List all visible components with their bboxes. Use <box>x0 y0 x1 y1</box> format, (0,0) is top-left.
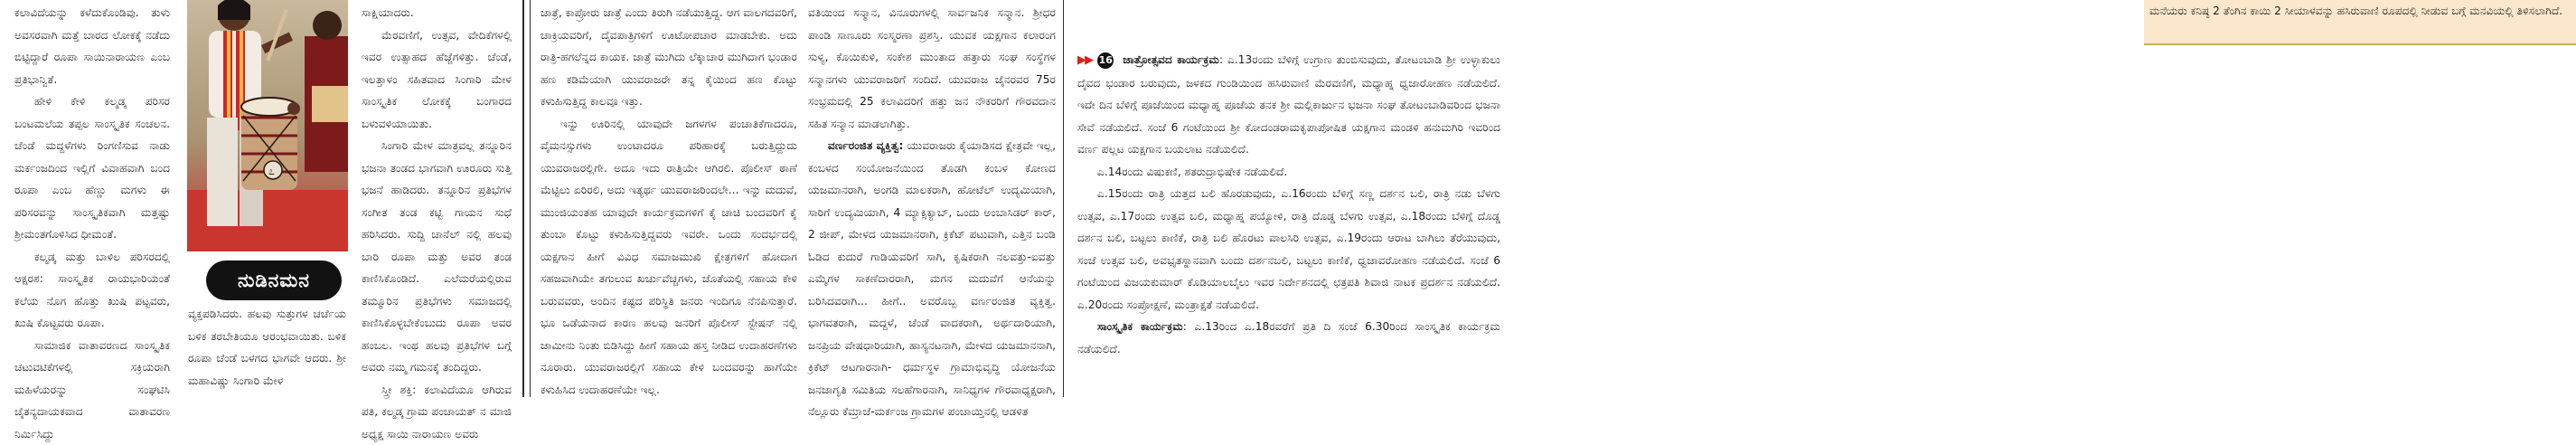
paragraph-body: : ಎ.13ರಂದು ಬೆಳಿಗ್ಗೆ ಉಗ್ರಾಣ ತುಂಬಿಸುವುದು, ತೋಟಂಬಾಡಿ ಶ್ರೀ ಉಳ್ಳಾಕುಲು ದೈವದ ಭಂಡಾರ ಬರುವುದು, ಜಳಕದ ಗುಂಡಿಯಿಂದ ಹಸಿರುವಾಣಿ ಮೆರವಣಿಗೆ, ಮಧ್ಯಾಹ್ನ ಧ್ವಜಾರೋಹಣ ನಡೆಯಲಿದೆ. ಇದೇ ದಿನ ಬೆಳಿಗ್ಗೆ ಪೂಜೆಯಿಂದ ಮಧ್ಯಾಹ್ನ ಪೂಜೆಯ ತನಕ ಶ್ರೀ ಮಲ್ಲಿಕಾರ್ಜುನ ಭಜನಾ ಸಂಘ ತೋಟಂಬಾಡಿವರಿಂದ ಭಜನಾ ಸೇವೆ ನಡೆಯಲಿದೆ. ಸಂಜೆ 6 ಗಂಟೆಯಿಂದ ಶ್ರೀ ಕೋದಂಡರಾಮಕೃಪಾಪೋಷಿತ ಯಕ್ಷಗಾನ ಮಂಡಳಿ ಹನುಮಗಿರಿ ಇವರಿಂದ ವರ್ಣ ಪಲ್ಲಟ ಯಕ್ಷಗಾನ ಬಯಲಾಟ ನಡೆಯಲಿದೆ. <box>1077 53 1500 156</box>
subheading: ಜಾತ್ರೋತ್ಸವದ ಕಾರ್ಯಕ್ರಮ <box>1123 53 1219 66</box>
notice-text: ಮನೆಯರು ಕನಿಷ್ಠ 2 ತೆಂಗಿನ ಕಾಯಿ 2 ಸೀಯಾಳವನ್ನು ಹಸಿರುವಾಣಿ ರೂಪದಲ್ಲಿ ನೀಡುವ ಬಗ್ಗೆ ಮನವಿಯಲ್ಲಿ ತಿಳಿಸಲಾಗಿದೆ. <box>2149 0 2571 22</box>
subheading: ವರ್ಣರಂಜಿತ ವ್ಯಕ್ತಿತ್ವ: <box>828 139 903 152</box>
tribute-badge: ನುಡಿನಮನ <box>206 260 342 300</box>
article-paragraph: ಸಾಕ್ಷಿಯಾದರು. <box>362 2 512 24</box>
article-column-5 <box>808 0 1056 399</box>
paragraph-body: ಯುವರಾಜರು ಕೈಯಾಡಿಸದ ಕ್ಷೇತ್ರವೇ ಇಲ್ಲ, ಕಂಬಳದ ಸಂಯೋಜನೆಯಿಂದ ತೊಡಗಿ ಕಂಬಳ ಕೋಣದ ಯಜಮಾನರಾಗಿ, ಅಂಗಡಿ ಮಾಲಕರಾಗಿ, ಹೋಟೆಲ್ ಉದ್ಯಮಿಯಾಗಿ, ಸಾರಿಗೆ ಉದ್ಯಮಿಯಾಗಿ, 4 ಮ್ಯಾಕ್ಸಿಕ್ಯಾಬ್, ಒಂದು ಅಂಬಾಸಿಡರ್ ಕಾರ್, 2 ಜೀಪ್, ಮೇಳದ ಯಜಮಾನರಾಗಿ, ಕ್ರಿಕೆಟ್ ಪಟುವಾಗಿ, ಎತ್ತಿನ ಬಂಡಿ ಓಡಿದ ಕುದುರೆ ಗಾಡಿಯವರಿಗೆ ಸಾಗಿ, ಕೃಷಿಕರಾಗಿ ನಲವತ್ತು-ಐವತ್ತು ಎಮ್ಮೆಗಳ ಸಾಕಣೆದಾರರಾಗಿ, ಮಗನ ಮದುವೆಗೆ ಆನೆಯನ್ನು ಬರಿಸಿದವರಾಗಿ... ಹೀಗೆ.. ಅವರೊಬ್ಬ ವರ್ಣರಂಜಿತ ವ್ಯಕ್ತಿತ್ವ. ಭಾಗವತರಾಗಿ, ಮದ್ದಳೆ, ಚೆಂಡೆ ವಾದಕರಾಗಿ, ಅರ್ಥದಾರಿಯಾಗಿ, ಜನಪ್ರಿಯ ವೇಷಧಾರಿಯಾಗಿ, ಹಾಸ್ಯನಟನಾಗಿ, ಮೇಳದ ಯಜಮಾನನಾಗಿ, ಕ್ರಿಕೆಟ್ ಆಟಗಾರನಾಗಿ- ಧರ್ಮಸ್ಥಳ ಗ್ರಾಮಾಭಿವೃದ್ಧಿ ಯೋಜನೆಯ ಜನಜಾಗೃತಿ ಸಮಿತಿಯ ಸಲಹೆಗಾರನಾಗಿ, ಸಾನಿಧ್ಯಗಳ ಗೌರವಾಧ್ಯಕ್ಷರಾಗಿ, ನೆಲ್ಲೂರು ಕೆಮ್ರಾಜೆ-ಮರ್ಕಂಜ ಗ್ರಾಮಗಳ ಪಂಚಾಯ್ತಿನಲ್ಲಿ ಆಡಳಿತ <box>808 139 1056 418</box>
paragraph-body: : ಎ.13ರಿಂದ ಎ.18ರವರೆಗೆ ಪ್ರತಿ ದಿ ಸಂಜೆ 6.30ರಿಂದ ಸಾಂಸ್ಕೃತಿಕ ಕಾರ್ಯಕ್ರಮ ನಡೆಯಲಿದೆ. <box>1077 320 1500 355</box>
article-paragraph: ಮೆರವಣಿಗೆ, ಉತ್ಸವ, ವೇದಿಕೆಗಳಲ್ಲಿ ಇವರ ಉತ್ಸಾಹದ ಹೆಜ್ಜೆಗಳಿತ್ತು. ಚೆಂಡೆ, ಇಲತ್ತಾಳಂ ಸಹಿತವಾದ ಸಿಂಗಾರಿ ಮೇಳ ಸಾಂಸ್ಕೃತಿಕ ಲೋಕಕ್ಕೆ ಬಂಗಾರದ ಬಳುವಳಿಯಾಯಿತು. <box>362 24 512 136</box>
article-paragraph <box>1077 49 1500 161</box>
article-paragraph: ಜಾತ್ರೆ, ಕಾಪ್ರೋರು ಜಾತ್ರೆ ಎಂದು ತಿರುಗಿ ನಡೆಯುತ್ತಿದ್ದ. ಆಗ ವಾಲಗದವರಿಗೆ, ಚಾಕ್ರಿಯವರಿಗೆ, ದೈವಪಾತ್ರಿಗಳಿಗೆ ಊಟೋಪಚಾರ ಮಾಡಬೇಕು. ಅದು ರಾತ್ರಿ-ಹಗಲೆನ್ನದ ಕಾಯಕ. ಜಾತ್ರೆ ಮುಗಿದು ಲೆಕ್ಕಾಚಾರ ಮುಗಿದಾಗ ಭಂಡಾರ ಹಣ ಕಡಿಮೆಯಾಗಿ ಯುವರಾಜರೇ ತನ್ನ ಕೈಯಿಂದ ಹಣ ಕೊಟ್ಟು ಕಳುಹಿಸುತ್ತಿದ್ದ ಕಾಲವೂ ಇತ್ತು. <box>541 2 797 113</box>
article-paragraph <box>808 135 1056 423</box>
article-column-1 <box>14 0 170 399</box>
article-column-4 <box>541 0 797 399</box>
column-divider <box>1063 0 1064 397</box>
article-paragraph: ಇನ್ನು ಊರಿನಲ್ಲಿ ಯಾವುದೇ ಜಗಳಗಳ ಪಂಚಾತಿಕೆಗಾದರೂ, ವೈಮನಸ್ಸುಗಳು ಉಂಟಾದರೂ ಪರಿಹಾರಕ್ಕೆ ಬರುತ್ತಿದ್ದುದು ಯುವರಾಜರಲ್ಲಿಗೇ. ಅದೂ ಇದು ರಾತ್ರಿಯೇ ಆಗಿರಲಿ. ಪೊಲೀಸ್ ಠಾಣೆ ಮೆಟ್ಟಿಲು ಏರಿರಲಿ, ಅದು ಇತ್ಯರ್ಥ ಯುವರಾಜರಿಂದಲೇ... ಇನ್ನು ಮದುವೆ, ಮುಂಜಿಯಂತಹ ಯಾವುದೇ ಕಾರ್ಯಕ್ರಮಗಳಿಗೆ ಕೈ ಚಾಚಿ ಬಂದವರಿಗೆ ಕೈ ತುಂಬಾ ಕೊಟ್ಟು ಕಳುಹಿಸುತ್ತಿದ್ದವರು ಇವರೇ. ಒಂದು ಸಂದರ್ಭದಲ್ಲಿ ಯಕ್ಷಗಾನ ಹೀಗೆ ವಿವಿಧ ಸಮಾಜಮುಖಿ ಕ್ಷೇತ್ರಗಳಿಗೆ ಹೋದಾಗ ಸಹಜವಾಗಿಯೇ ತಗುಲುವ ಖರ್ಚುವೆಚ್ಚಗಳು, ಜೊತೆಯಲ್ಲಿ ಸಹಾಯ ಕೇಳಿ ಬರುವವರು, ಅಂದಿನ ಕಷ್ಟದ ಪರಿಸ್ಥಿತಿ ಜನರು ಇಂದಿಗೂ ನೆನಪಿಸುತ್ತಾರೆ. ಭೂ ಒಡೆಯನಾದ ಕಾರಣ ಹಲವು ಜನರಿಗೆ ಪೊಲೀಸ್ ಸ್ಟೇಷನ್ ನಲ್ಲಿ ಜಾಮೀನು ನಿಂತು ಬಿಡಿಸಿದ್ದು ಹೀಗೆ ಸಹಾಯ ಹಸ್ತ ನೀಡಿದ ಉದಾಹರಣೆಗಳು ನೂರಾರು. ಯುವರಾಜರಲ್ಲಿಗೆ ಸಹಾಯ ಕೇಳಿ ಬಂದವರನ್ನು ಹಾಗೆಯೇ ಕಳುಹಿಸಿದ ಉದಾಹರಣೆಯೇ ಇಲ್ಲ. <box>541 113 797 402</box>
article-column-3 <box>362 0 512 399</box>
column-divider <box>530 0 531 397</box>
double-arrow-icon: ▶▶ <box>1077 53 1092 67</box>
article-paragraph: ವತಿಯಿಂದ ಸನ್ಮಾನ, ವಿನೂರುಗಳಲ್ಲಿ ಸಾರ್ವಜನಿಕ ಸನ್ಮಾನ. ಶ್ರೀಧರ ಪಾಂಡಿ ಸಾಣೂರು ಸಂಸ್ಮರಣಾ ಪ್ರಶಸ್ತಿ. ಯುವಕ ಯಕ್ಷಗಾನ ಕಲಾರಂಗ ಸುಳ್ಯ, ಕೊಯಿಕುಳಿ, ಸಂಕೇಶ ಮುಂತಾದ ಹತ್ತಾರು ಸಂಘ ಸಂಸ್ಥೆಗಳ ಸನ್ಮಾನಗಳು ಯುವರಾಜರಿಗೆ ಸಂದಿದೆ. ಯುವರಾಜ ಜೈನರವರ 75ರ ಸಂಭ್ರಮದಲ್ಲಿ 25 ಕಲಾವಿದರಿಗೆ ಹತ್ತು ಜನ ನೌಕರರಿಗೆ ಗೌರವದಾನ ಸಹಿತ ಸನ್ಮಾನ ಮಾಡಲಾಗಿತ್ತು. <box>808 2 1056 135</box>
drummer-photo <box>187 0 348 251</box>
article-paragraph: ಕಲಾವಿದೆಯನ್ನು ಕಳೆದುಕೊಂಡಿವು. ತುಳು ಅವಸರವಾಗಿ ಮತ್ತೆ ಬಾರದ ಲೋಕಕ್ಕೆ ನಡೆದು ಬಿಟ್ಟಿದ್ದಾರೆ ರೂಪಾ ಸಾಯಿನಾರಾಯಣ ಎಂಬ ಪ್ರತಿಭಾನ್ವಿತೆ. <box>14 2 170 90</box>
article-paragraph: ಎ.14ರಂದು ವಿಷುಕಣಿ, ಶತರುದ್ರಾಭಿಷೇಕ ನಡೆಯಲಿದೆ. <box>1077 161 1500 184</box>
svg-text:೭: ೭ <box>268 165 275 177</box>
subheading: ಸಾಂಸ್ಕೃತಿಕ ಕಾರ್ಯಕ್ರಮ <box>1097 320 1183 333</box>
article-column-2 <box>188 303 346 397</box>
article-paragraph: ಕಲ್ಮಡ್ಕ ಮತ್ತು ಬಾಳಿಲ ಪರಿಸರದಲ್ಲಿ ಆಕ್ಷರಶ: ಸಾಂಸ್ಕೃತಿಕ ರಾಯಭಾರಿಯಂತೆ ಕಲೆಯ ನೊಗ ಹೊತ್ತು ಖುಷಿ ಪಟ್ಟವರು, ಖುಷಿ ಕೊಟ್ಟವರು ರೂಪಾ. <box>14 246 170 335</box>
article-paragraph: ಸ್ತ್ರೀ ಶಕ್ತಿ: ಕಲಾವಿದೆಯೂ ಆಗಿರುವ ಪತಿ, ಕಲ್ಮಡ್ಕ ಗ್ರಾಮ ಪಂಚಾಯತ್ ನ ಮಾಜಿ ಅಧ್ಯಕ್ಷ ಸಾಯಿ ನಾರಾಯಣ ಅವರು <box>362 379 512 445</box>
article-paragraph: ಎ.15ರಂದು ರಾತ್ರಿ ಯತ್ತದ ಬಲಿ ಹೊರಡುವುದು, ಎ.16ರಂದು ಬೆಳಿಗ್ಗೆ ಸಣ್ಣ ದರ್ಶನ ಬಲಿ, ರಾತ್ರಿ ನಡು ಬೆಳಗು ಉತ್ಸವ, ಎ.17ರಂದು ಉತ್ಸವ ಬಲಿ, ಮಧ್ಯಾಹ್ನ ಪಯ್ಯೋಳಿ, ರಾತ್ರಿ ದೊಡ್ಡ ಬೆಳಗು ಉತ್ಸವ, ಎ.18ರಂದು ಬೆಳಿಗ್ಗೆ ದೊಡ್ಡ ದರ್ಶನ ಬಲಿ, ಬಟ್ಟಲು ಕಾಣಿಕೆ, ರಾತ್ರಿ ಬಲಿ ಹೊರಟು ವಾಲಸಿರಿ ಉತ್ಸವ, ಎ.19ರಂದು ಆರಾಟ ಬಾಗಿಲು ತೆರೆಯುವುದು, ಸಂಜೆ ಉತ್ಸವ ಬಲಿ, ಅವಭೃತಸ್ನಾನವಾಗಿ ಬಂದು ದರ್ಶನಬಲಿ, ಬಟ್ಟಲು ಕಾಣಿಕೆ, ಧ್ವಜಾವರೋಹಣ ನಡೆಯಲಿದೆ. ಸಂಜೆ 6 ಗಂಟೆಯಿಂದ ವಿಜಯಕುಮಾರ್ ಕೊಡಿಯಾಲಬೈಲು ಇವರ ನಿರ್ದೇಶನದಲ್ಲಿ ಛತ್ರಪತಿ ಶಿವಾಜಿ ನಾಟಕ ಪ್ರದರ್ಶನ ನಡೆಯಲಿದೆ. ಎ.20ರಂದು ಸಂಪ್ರೋಕ್ಷಣೆ, ಮಂತ್ರಾಕ್ಷತೆ ನಡೆಯಲಿದೆ. <box>1077 183 1500 316</box>
notice-box <box>2144 0 2576 45</box>
article-paragraph <box>1077 316 1500 360</box>
article-column-6 <box>1072 0 1504 397</box>
event-schedule <box>1077 49 1500 360</box>
article-paragraph: ಹೇಳಿ ಕೇಳಿ ಕಲ್ಮಡ್ಕ ಪರಿಸರ ಬಂಟಮಲೆಯ ತಪ್ಪಲ ಸಾಂಸ್ಕೃತಿಕ ಸಂಚಲನ. ಚೆಂಡೆ ಮದ್ದಳೆಗಳು ರಿಂಗಣಿಸುವ ನಾಡು ಮರ್ಕಂಜದಿಂದ ಇಲ್ಲಿಗೆ ವಿವಾಹವಾಗಿ ಬಂದ ರೂಪಾ ಎಂಬ ಹೆಣ್ಣು ಮಗಳು ಈ ಪರಿಸರವನ್ನು ಸಾಂಸ್ಕೃತಿಕವಾಗಿ ಮತ್ತಷ್ಟು ಶ್ರೀಮಂತಗೊಳಿಸಿದ ಧೀಮಂತೆ. <box>14 90 170 246</box>
article-paragraph: ಸಾಮಾಜಿಕ ವಾತಾವರಣದ ಸಾಂಸ್ಕೃತಿಕ ಚಟುವಟಿಕೆಗಳಲ್ಲಿ ಸಕ್ರಿಯರಾಗಿ ಮಹಿಳೆಯರನ್ನು ಸಂಘಟಿಸಿ ಚೈತನ್ಯದಾಯಕವಾದ ವಾತಾವರಣ ನಿರ್ಮಿಸಿದ್ದು <box>14 335 170 445</box>
article-paragraph: ಸಿಂಗಾರಿ ಮೇಳ ಮಾತ್ರವಲ್ಲ ತನ್ನೂರಿನ ಭಜನಾ ತಂಡದ ಭಾಗವಾಗಿ ಊರೂರು ಸುತ್ತಿ ಭಜನೆ ಹಾಡಿದರು. ತನ್ನೂರಿನ ಪ್ರತಿಭೆಗಳ ಸಂಗೀತ ತಂಡ ಕಟ್ಟಿ ಗಾಯನ ಸುಧೆ ಹರಿಸಿದರು. ಸುದ್ದಿ ಚಾನೆಲ್ ನಲ್ಲಿ ಹಲವು ಬಾರಿ ರೂಪಾ ಮತ್ತು ಅವರ ತಂಡ ಕಾಣಿಸಿಕೊಂಡಿದೆ. ಎಲೆಮರೆಯಲ್ಲಿರುವ ತಮ್ಮೂರಿನ ಪ್ರತಿಭೆಗಳು ಸಮಾಜದಲ್ಲಿ ಕಾಣಿಸಿಕೊಳ್ಳಬೇಕೆಂಬುದು ರೂಪಾ ಅವರ ಹಂಬಲ. ಇಂಥ ಹಲವು ಪ್ರತಿಭೆಗಳ ಬಗ್ಗೆ ಅವರು ನಮ್ಮ ಗಮನಕ್ಕೆ ತಂದಿದ್ದರು. <box>362 135 512 379</box>
article-paragraph: ವ್ಯಕ್ತಪಡಿಸಿದರು. ಹಲವು ಸುತ್ತುಗಳ ಚರ್ಚೆಯ ಬಳಿಕ ತರಬೇತಿಯೂ ಆರಂಭವಾಯಿತು. ಬಳಿಕ ರೂಪಾ ಚೆಂಡೆ ಬಳಗದ ಭಾಗವೇ ಆದರು. ಶ್ರೀ ಮಹಾವಿಷ್ಣು ಸಿಂಗಾರಿ ಮೇಳ <box>188 303 346 392</box>
section-number-badge: 16 <box>1097 52 1114 69</box>
column-divider <box>522 0 524 397</box>
